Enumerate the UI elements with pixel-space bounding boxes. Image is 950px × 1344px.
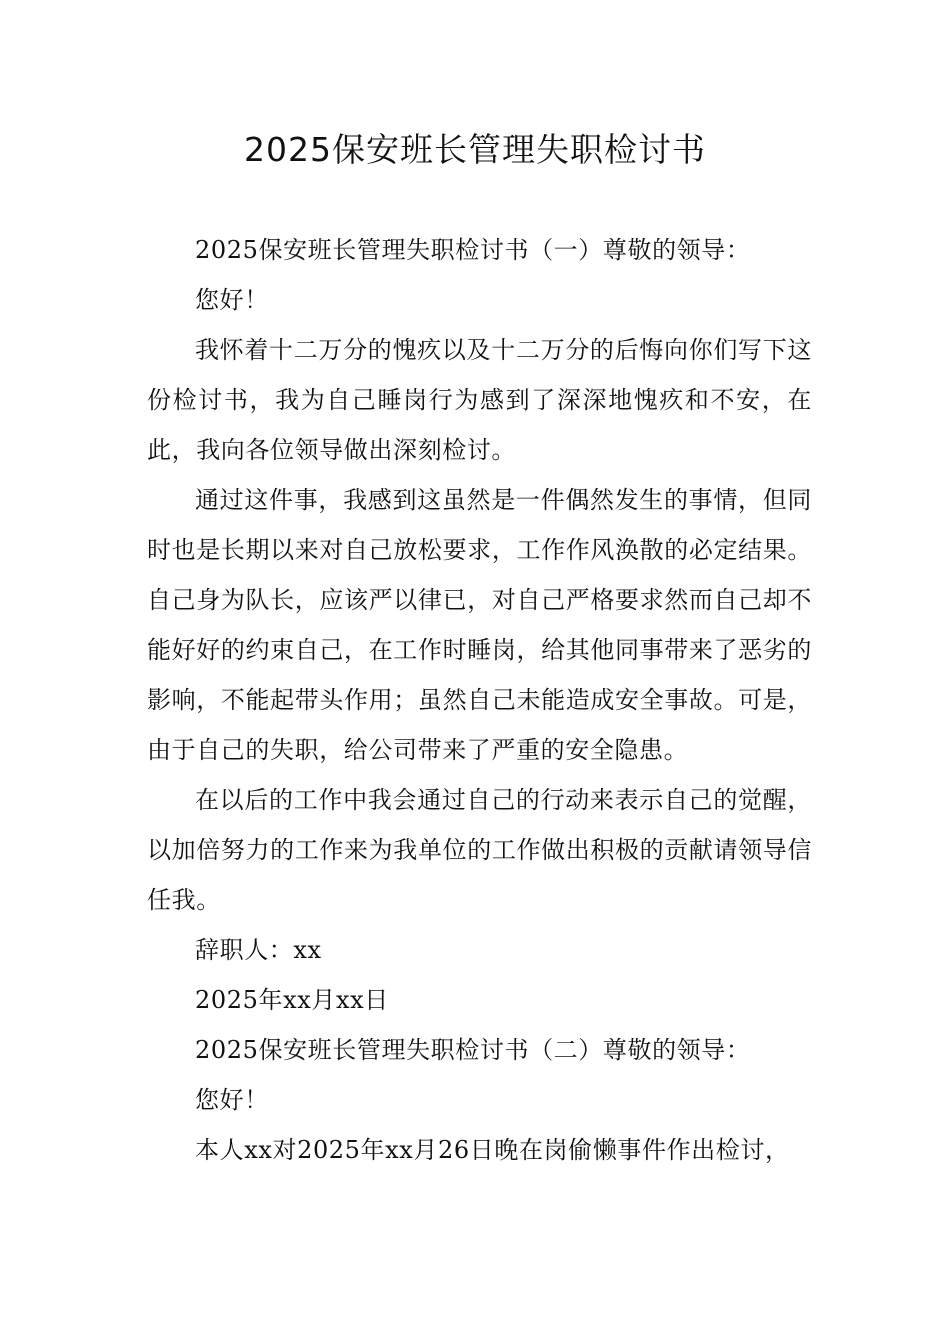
paragraph-incident: 本人xx对2025年xx月26日晚在岗偷懒事件作出检讨， [195,1136,790,1164]
paragraph-date: 2025年xx月xx日 [195,986,389,1014]
paragraph-greeting-two: 您好！ [195,1086,269,1114]
paragraph-heading-two: 2025保安班长管理失职检讨书（二）尊敬的领导： [195,1036,751,1064]
paragraph-apology: 我怀着十二万分的愧疚以及十二万分的后悔向你们写下这份检讨书，我为自己睡岗行为感到了深深地愧疚和不安，在此，我向各位领导做出深刻检讨。 [147,336,812,464]
document-body [147,225,812,1175]
document-title: 2025保安班长管理失职检讨书 [244,130,706,169]
paragraph-commitment: 在以后的工作中我会通过自己的行动来表示自己的觉醒，以加倍努力的工作来为我单位的工作做出积极的贡献请领导信任我。 [147,786,812,914]
paragraph-greeting-one: 您好！ [195,286,269,314]
paragraph-signature: 辞职人：xx [195,936,322,964]
paragraph-heading-one: 2025保安班长管理失职检讨书（一）尊敬的领导： [195,236,751,264]
paragraph-reflection: 通过这件事，我感到这虽然是一件偶然发生的事情，但同时也是长期以来对自己放松要求，工作作风涣散的必定结果。自己身为队长，应该严以律已，对自己严格要求然而自己却不能好好的约束自己，在工作时睡岗，给其他同事带来了恶劣的影响，不能起带头作用；虽然自己未能造成安全事故。可是，由于自己的失职，给公司带来了严重的安全隐患。 [147,486,812,764]
